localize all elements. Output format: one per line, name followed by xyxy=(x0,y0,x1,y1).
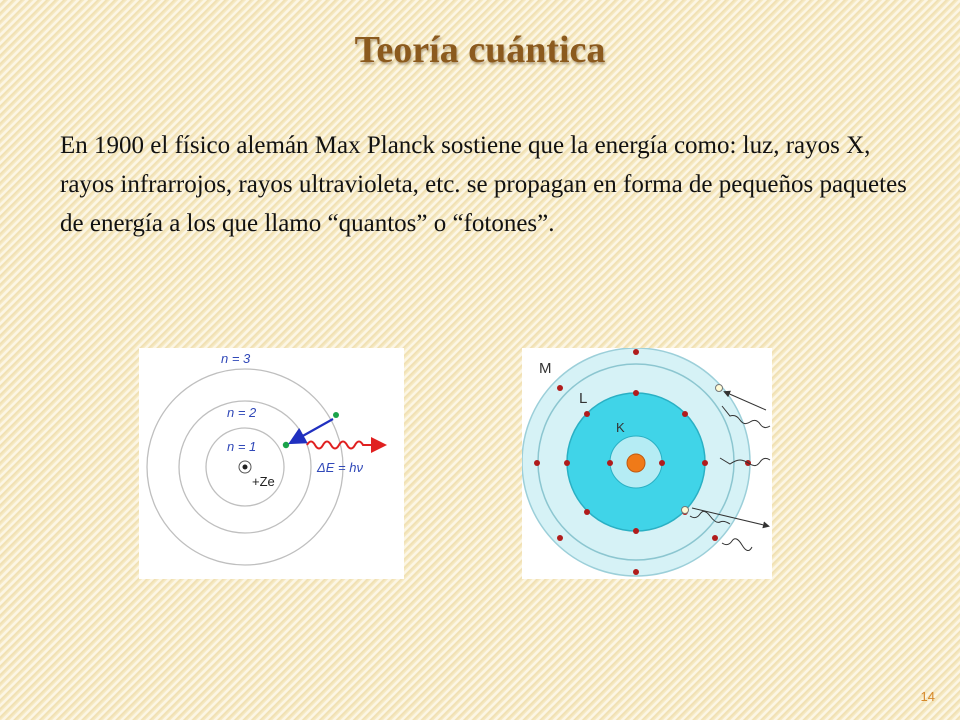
label-n3: n = 3 xyxy=(221,351,251,366)
nucleus-core xyxy=(627,454,645,472)
electron-shells-diagram xyxy=(522,348,772,579)
transition-arrow xyxy=(292,419,333,442)
label-nucleus-charge: +Ze xyxy=(252,474,275,489)
page-number: 14 xyxy=(920,689,935,704)
label-shell-m: M xyxy=(539,360,552,377)
label-shell-k: K xyxy=(616,420,625,435)
electron-n1 xyxy=(283,442,289,448)
slide-title: Teoría cuántica xyxy=(354,29,606,71)
label-n2: n = 2 xyxy=(227,405,257,420)
electron-shells-svg xyxy=(522,348,772,579)
vacancy-l xyxy=(682,507,689,514)
label-n1: n = 1 xyxy=(227,439,257,454)
bohr-model-svg xyxy=(139,348,404,579)
label-shell-l: L xyxy=(579,390,588,407)
label-energy: ΔE = hν xyxy=(317,460,363,475)
electron-n2 xyxy=(333,412,339,418)
photon-wave xyxy=(307,442,383,449)
body-paragraph: En 1900 el físico alemán Max Planck sostiene que la energía como: luz, rayos X, rayos infrarrojos, rayos ultravioleta, etc. se propagan en forma de pequeños paquetes de energía a los que llamo “quantos” o “fotones”. xyxy=(60,132,907,237)
bohr-model-diagram xyxy=(139,348,404,579)
vacancy-m xyxy=(716,385,723,392)
